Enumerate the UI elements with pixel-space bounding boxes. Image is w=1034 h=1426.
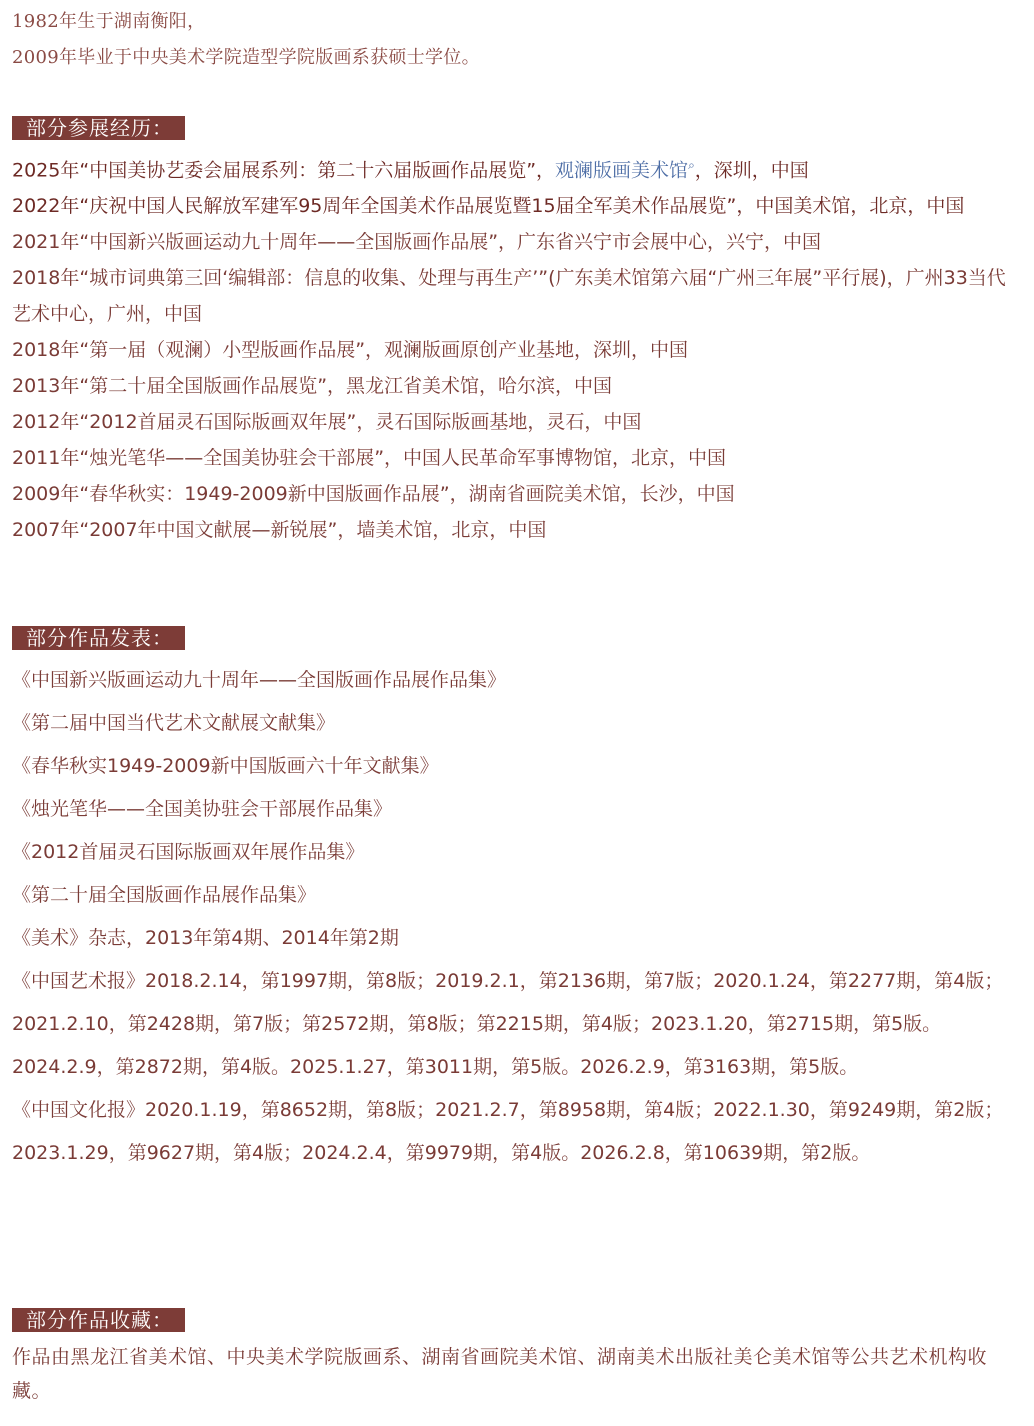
publication-item: 《烛光笔华——全国美协驻会干部展作品集》	[12, 798, 393, 820]
exhibition-entry: 2011年“烛光笔华——全国美协驻会干部展”，中国人民革命军事博物馆，北京，中国	[12, 447, 727, 470]
publication-item: 《中国艺术报》2018.2.14，第1997期，第8版；2019.2.1，第2136期，第7版；2020.1.24，第2277期，第4版；2021.2.10，第2428期，第7版；第2572期，第8版；第2215期，第4版；2023.1.20，第2715期，第5版。2024.2.9，第2872期，第4版。2025.1.27，第3011期，第5版。2026.2.9，第3163期，第5版。	[12, 970, 1004, 1078]
publication-item: 《第二十届全国版画作品展作品集》	[12, 884, 317, 906]
exhibition-entry: 2007年“2007年中国文献展—新锐展”，墙美术馆，北京，中国	[12, 519, 547, 542]
exhibition-entry: 2009年“春华秋实：1949-2009新中国版画作品展”，湖南省画院美术馆，长沙，中国	[12, 483, 735, 506]
publications-list	[12, 659, 1022, 1175]
publication-item: 《春华秋实1949-2009新中国版画六十年文献集》	[12, 755, 439, 777]
exhibition-entry: 2013年“第二十届全国版画作品展览”，黑龙江省美术馆，哈尔滨，中国	[12, 375, 613, 398]
exhibition-entry: 2018年“第一届（观澜）小型版画作品展”，观澜版画原创产业基地，深圳，中国	[12, 339, 689, 362]
search-icon[interactable]: ⌕	[688, 158, 695, 172]
intro-section	[12, 4, 480, 76]
exhibition-entry-text: 2025年“中国美协艺委会届展系列：第二十六届版画作品展览”，	[12, 159, 556, 182]
exhibition-entry-text: ，深圳，中国	[694, 159, 809, 182]
exhibition-entry: 2021年“中国新兴版画运动九十周年——全国版画作品展”，广东省兴宁市会展中心，兴宁，中国	[12, 231, 822, 254]
intro-line-1: 1982年生于湖南衡阳，	[12, 11, 206, 32]
exhibition-entry: 2022年“庆祝中国人民解放军建军95周年全国美术作品展览暨15届全军美术作品展览”，中国美术馆，北京，中国	[12, 195, 965, 218]
collections-text: 作品由黑龙江省美术馆、中央美术学院版画系、湖南省画院美术馆、湖南美术出版社美仑美术馆等公共艺术机构收藏。	[12, 1346, 988, 1402]
publication-item: 《中国文化报》2020.1.19，第8652期，第8版；2021.2.7，第8958期，第4版；2022.1.30，第9249期，第2版；2023.1.29，第9627期，第4版；2024.2.4，第9979期，第4版。2026.2.8，第10639期，第2版。	[12, 1099, 1004, 1164]
museum-link[interactable]: 观澜版画美术馆	[555, 159, 689, 182]
publication-item: 《第二届中国当代艺术文献展文献集》	[12, 712, 336, 734]
exhibition-entry: 2012年“2012首届灵石国际版画双年展”，灵石国际版画基地，灵石，中国	[12, 411, 642, 434]
exhibition-entry	[12, 147, 1022, 188]
collections-heading: 部分作品收藏：	[12, 1308, 185, 1332]
publications-heading: 部分作品发表：	[12, 626, 185, 650]
publication-item: 《2012首届灵石国际版画双年展作品集》	[12, 841, 365, 863]
intro-line-2: 2009年毕业于中央美术学院造型学院版画系获硕士学位。	[12, 47, 480, 68]
exhibitions-list	[12, 147, 1022, 548]
collections-section	[12, 1340, 1022, 1408]
publication-item: 《美术》杂志，2013年第4期、2014年第2期	[12, 927, 399, 949]
exhibition-entry: 2018年“城市词典第三回‘编辑部：信息的收集、处理与再生产’”(广东美术馆第六届“广州三年展”平行展)，广州33当代艺术中心，广州，中国	[12, 267, 1006, 326]
publication-item: 《中国新兴版画运动九十周年——全国版画作品展作品集》	[12, 669, 507, 691]
exhibitions-heading: 部分参展经历：	[12, 116, 185, 140]
